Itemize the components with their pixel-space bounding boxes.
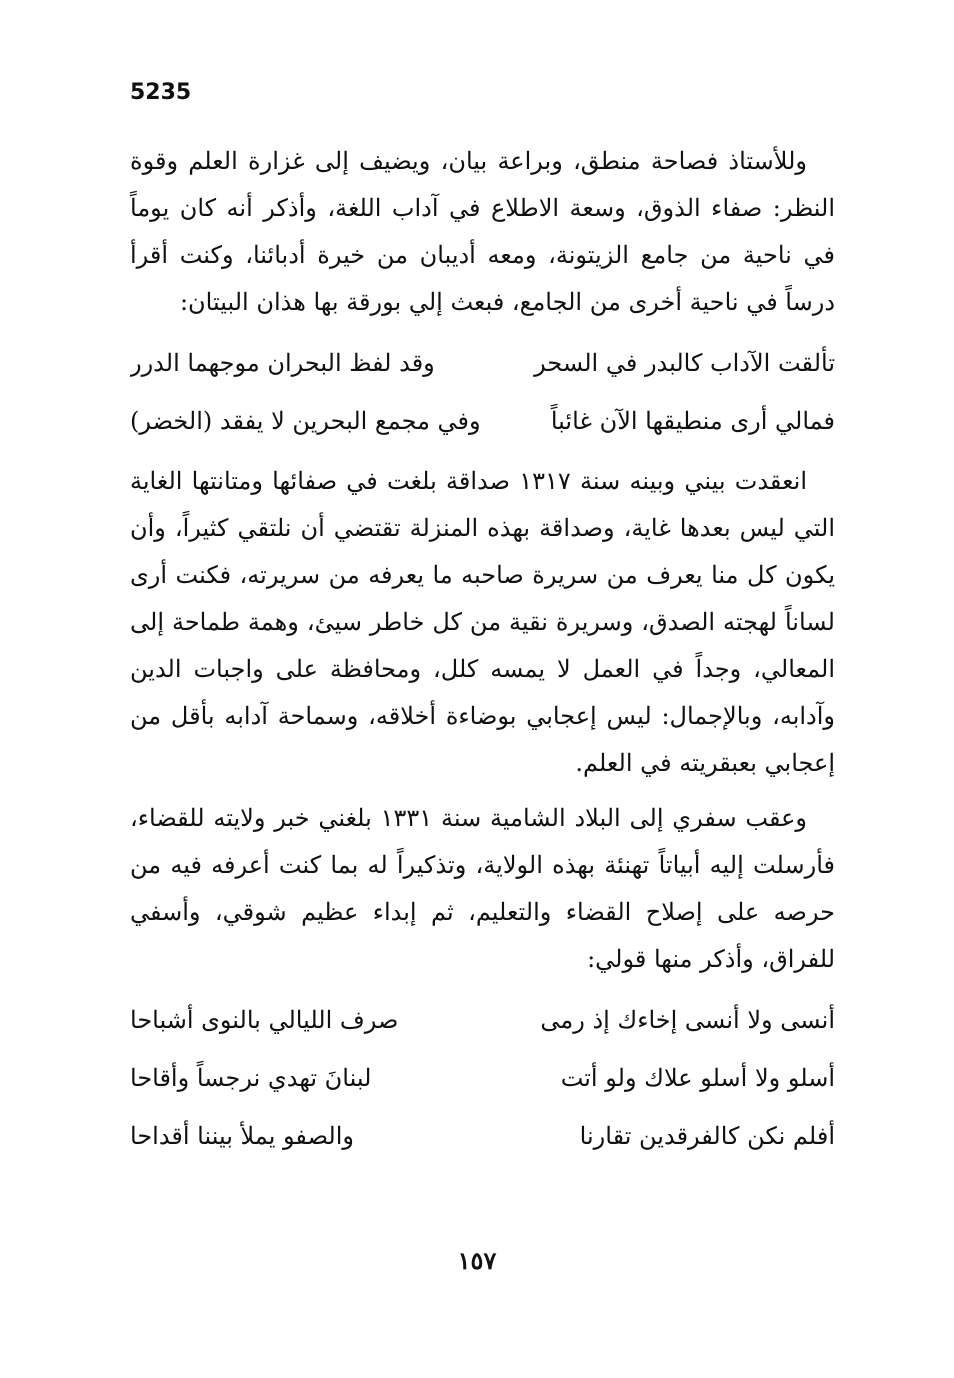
verse-first-hemistich: تألقت الآداب كالبدر في السحر xyxy=(534,349,835,377)
verse-line xyxy=(130,334,835,392)
paragraph-1: وللأستاذ فصاحة منطق، وبراعة بيان، ويضيف إلى غزارة العلم وقوة النظر: صفاء الذوق، وسعة الاطلاع في آداب اللغة، وأذكر أنه كان يوماً في ناحية من جامع الزيتونة، ومعه أديبان من خيرة أدبائنا، وكنت أقرأ درساً في ناحية أخرى من الجامع، فبعث إلي بورقة بها هذان البيتان: xyxy=(130,147,835,316)
verse-second-hemistich: صرف الليالي بالنوى أشباحا xyxy=(130,1006,399,1034)
paragraph-2: انعقدت بيني وبينه سنة ١٣١٧ صداقة بلغت في صفائها ومتانتها الغاية التي ليس بعدها غاية، وصداقة بهذه المنزلة تقتضي أن نلتقي كثيراً، وأن يكون كل منا يعرف من سريرة صاحبه ما يعرفه من سريرته، فكنت أرى لساناً لهجته الصدق، وسريرة نقية من كل خاطر سيئ، وهمة طماحة إلى المعالي، وجداً في العمل لا يمسه كلل، ومحافظة على واجبات الدين وآدابه، وبالإجمال: ليس إعجابي بوضاءة أخلاقه، وسماحة آدابه بأقل من إعجابي بعبقريته في العلم. xyxy=(130,467,835,777)
verse-line xyxy=(130,1107,835,1165)
verse-first-hemistich: أنسى ولا أنسى إخاءك إذ رمى xyxy=(540,1006,835,1034)
verse-first-hemistich: أسلو ولا أسلو علاك ولو أتت xyxy=(560,1064,835,1092)
verse-second-hemistich: وفي مجمع البحرين لا يفقد (الخضر) xyxy=(130,407,481,435)
verse-first-hemistich: أفلم نكن كالفرقدين تقارنا xyxy=(579,1122,835,1150)
verse-second-hemistich: لبنانَ تهدي نرجساً وأقاحا xyxy=(130,1064,372,1092)
verse-line xyxy=(130,392,835,450)
verse-second-hemistich: والصفو يملأ بيننا أقداحا xyxy=(130,1122,354,1150)
top-page-number: 5235 xyxy=(130,80,192,105)
main-text xyxy=(130,138,835,1165)
verse-first-hemistich: فمالي أرى منطيقها الآن غائباً xyxy=(550,407,835,435)
verse-line xyxy=(130,1049,835,1107)
verse-line xyxy=(130,991,835,1049)
verse-second-hemistich: وقد لفظ البحران موجهما الدرر xyxy=(130,349,435,377)
bottom-page-number: ١٥٧ xyxy=(457,1246,497,1275)
paragraph-3: وعقب سفري إلى البلاد الشامية سنة ١٣٣١ بلغني خبر ولايته للقضاء، فأرسلت إليه أبياتاً تهنئة بهذه الولاية، وتذكيراً له بما كنت أعرفه فيه من حرصه على إصلاح القضاء والتعليم، ثم إبداء عظيم شوقي، وأسفي للفراق، وأذكر منها قولي: xyxy=(130,804,835,973)
